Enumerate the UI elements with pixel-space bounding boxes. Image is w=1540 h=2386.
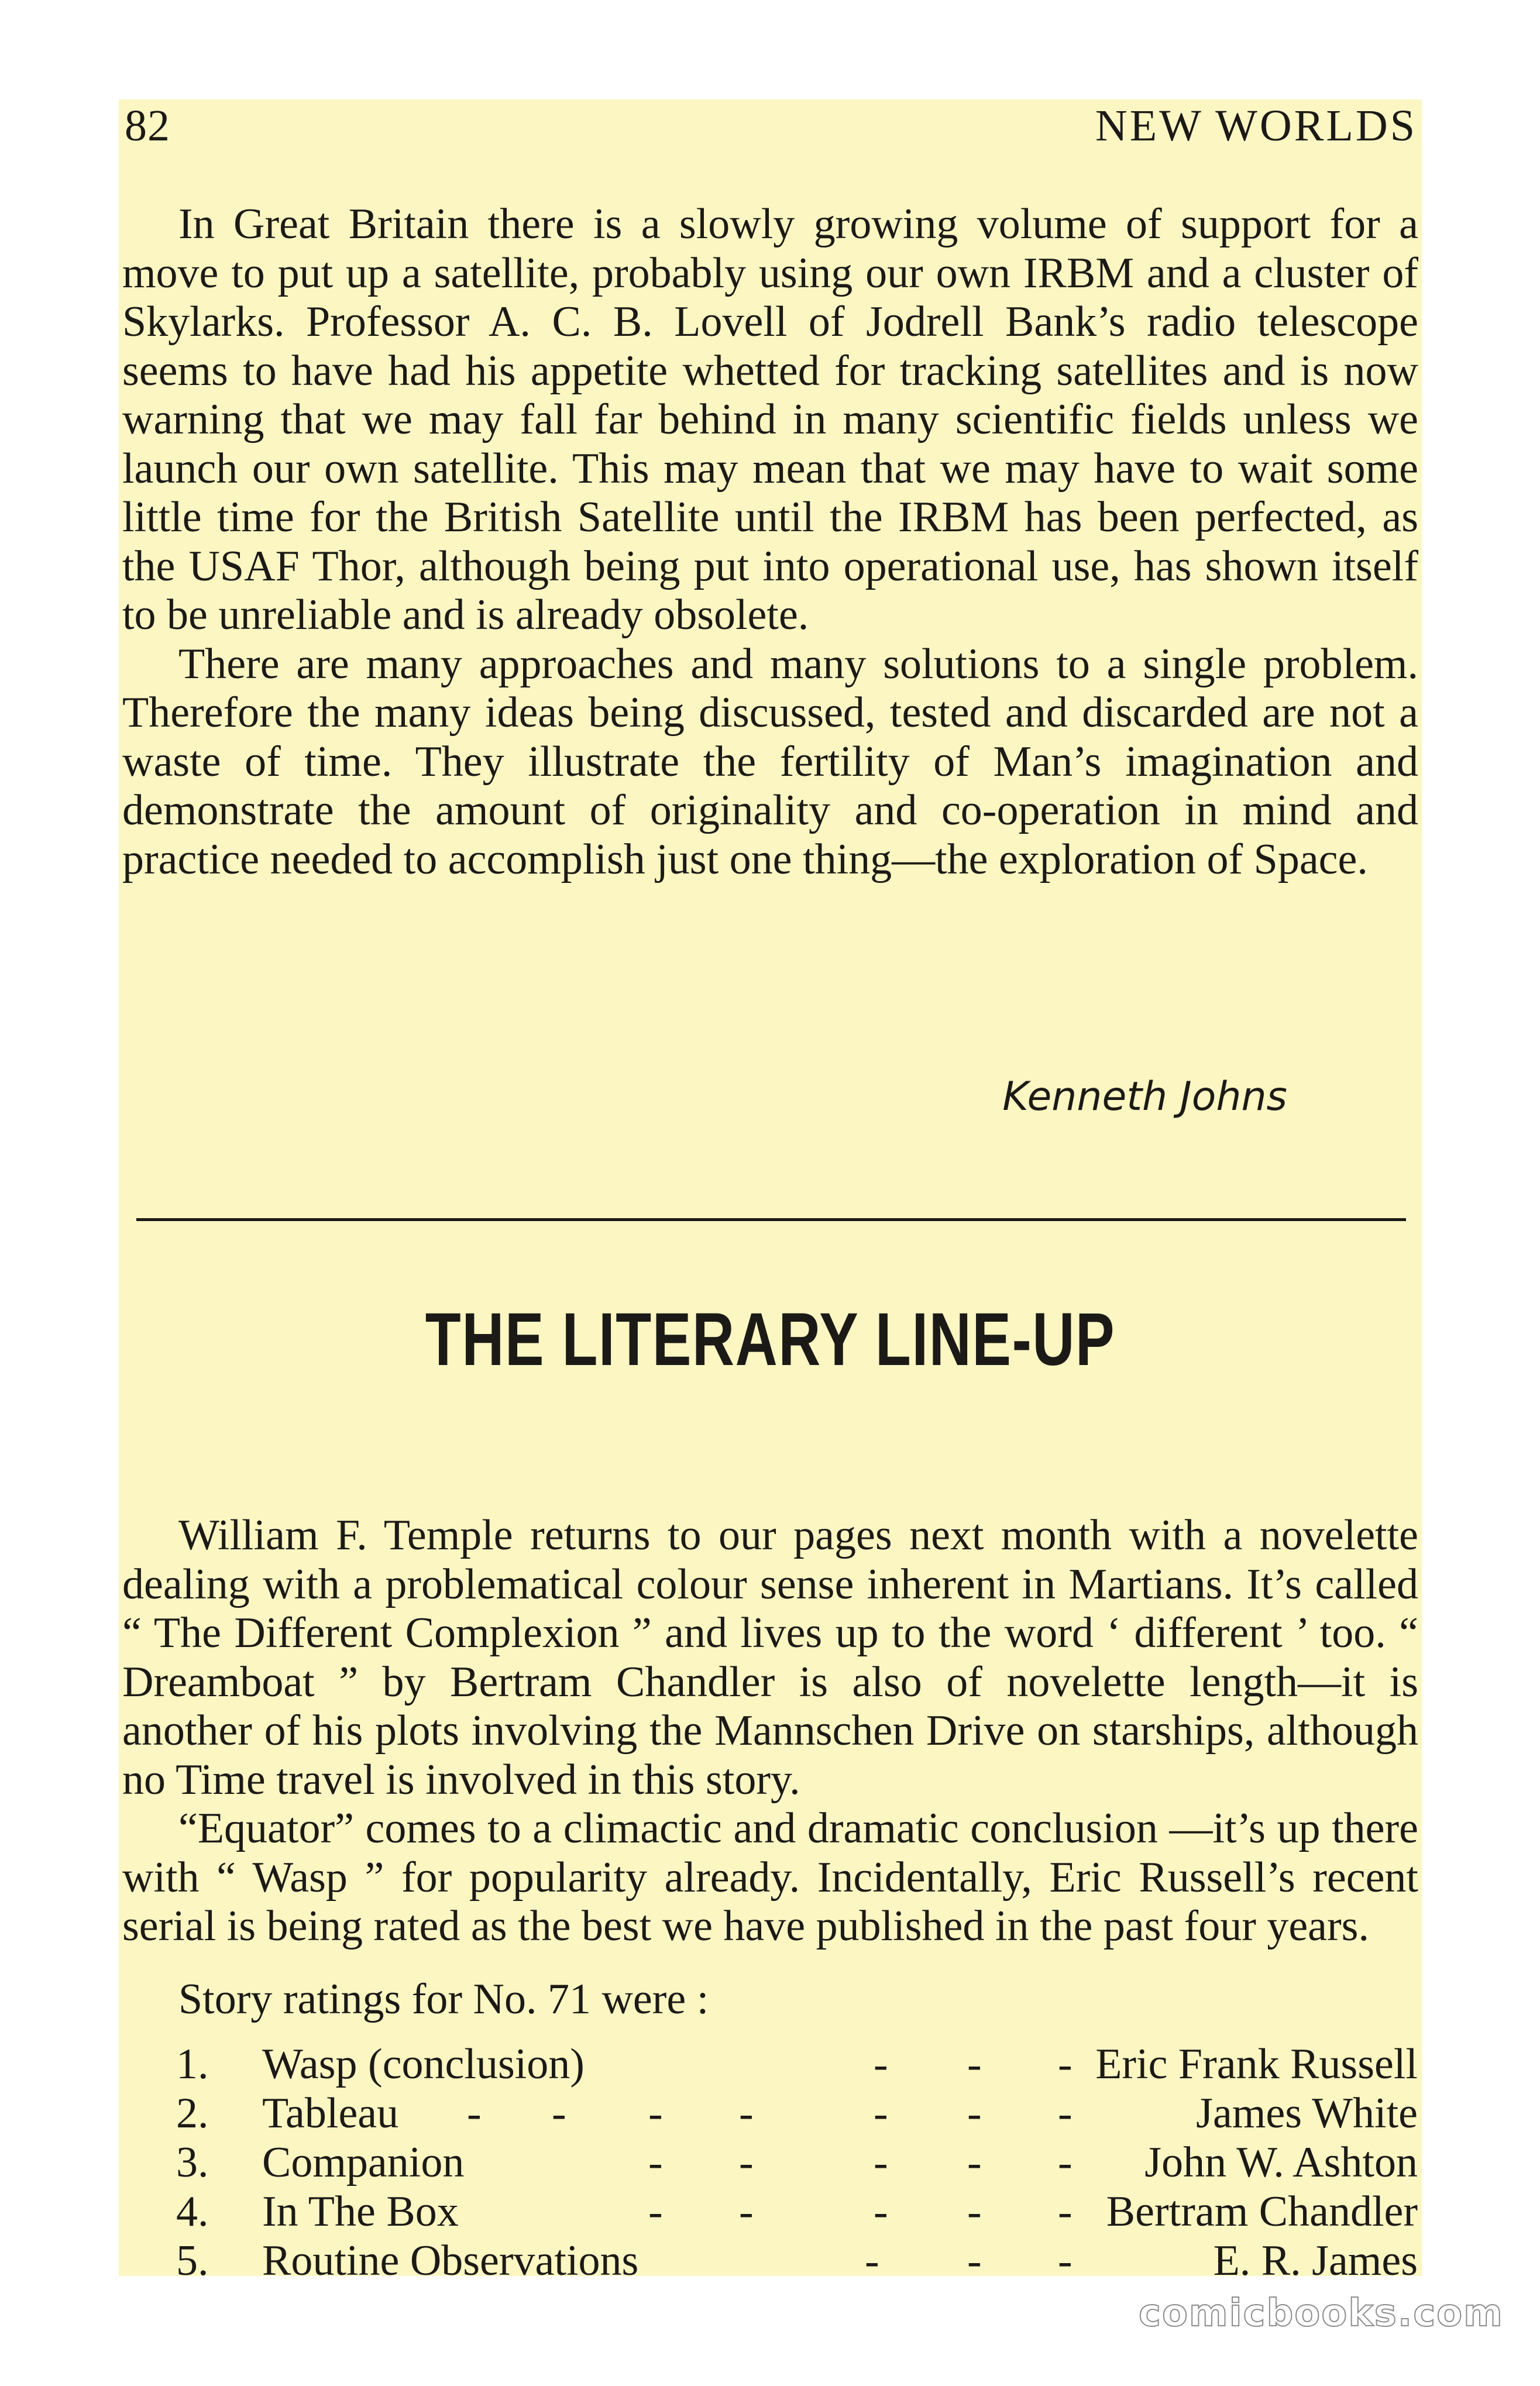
rating-row bbox=[119, 2089, 1418, 2138]
author-signature: Kenneth Johns bbox=[1002, 1074, 1287, 1120]
dash-leader: - - - - - bbox=[648, 2139, 1072, 2186]
running-head-title: NEW WORLDS bbox=[1095, 101, 1417, 150]
story-author: James White bbox=[1196, 2089, 1418, 2137]
dash-leader: - - - bbox=[865, 2237, 1072, 2285]
story-ratings-list bbox=[119, 2040, 1418, 2285]
rating-rank: 3. bbox=[176, 2139, 209, 2186]
paragraph: There are many approaches and many solutions to a single problem. Therefore the many ideas being discussed, tested and discarded are not a waste of time. They illustrate the fertility of Man’s imagination and demonstrate the amount of originality and co-operation in mind and practice needed to accomplish just one thing—the exploration of Space. bbox=[122, 640, 1418, 883]
paragraph: William F. Temple returns to our pages next month with a novelette dealing with a problematical colour sense inherent in Martians. It’s called “ The Different Complexion ” and lives up to the word ‘ different ’ too. “ Dreamboat ” by Bertram Chandler is also of novelette length—it is another of his plots involving the Mannschen Drive on starships, although no Time travel is involved in this story. bbox=[122, 1511, 1418, 1804]
article-body-literary-line-up bbox=[122, 1511, 1418, 1951]
rating-row bbox=[119, 2138, 1418, 2187]
watermark: comicbooks.com bbox=[1139, 2292, 1504, 2335]
story-author: Bertram Chandler bbox=[1106, 2188, 1418, 2236]
section-heading: THE LITERARY LINE-UP bbox=[425, 1298, 1116, 1381]
story-title: Routine Observations bbox=[262, 2237, 639, 2285]
rating-row bbox=[119, 2040, 1418, 2089]
story-title: Companion bbox=[262, 2139, 465, 2186]
story-author: Eric Frank Russell bbox=[1095, 2040, 1418, 2088]
story-author: John W. Ashton bbox=[1144, 2139, 1418, 2186]
dash-leader: - - - bbox=[874, 2040, 1072, 2088]
section-divider bbox=[136, 1218, 1406, 1221]
story-title: Wasp (conclusion) bbox=[262, 2040, 585, 2088]
article-body-satellites bbox=[122, 200, 1418, 884]
story-title: In The Box bbox=[262, 2188, 459, 2236]
rating-rank: 5. bbox=[176, 2237, 209, 2285]
rating-row bbox=[119, 2187, 1418, 2236]
story-author: E. R. James bbox=[1213, 2237, 1418, 2285]
paragraph: “Equator” comes to a climactic and dramatic conclusion —it’s up there with “ Wasp ” for popularity already. Incidentally, Eric Russell’s recent serial is being rated as the best we have published in the past four years. bbox=[122, 1804, 1418, 1950]
dash-leader: - - - - - bbox=[648, 2188, 1072, 2236]
rating-rank: 4. bbox=[176, 2188, 209, 2236]
rating-rank: 1. bbox=[176, 2040, 209, 2088]
rating-rank: 2. bbox=[176, 2089, 209, 2137]
dash-leader: - - - - - - - bbox=[467, 2089, 1072, 2137]
story-ratings-intro: Story ratings for No. 71 were : bbox=[178, 1975, 709, 2023]
rating-row bbox=[119, 2236, 1418, 2285]
story-title: Tableau bbox=[262, 2089, 399, 2137]
page-number: 82 bbox=[125, 101, 170, 150]
paragraph: In Great Britain there is a slowly growing volume of support for a move to put up a satellite, probably using our own IRBM and a cluster of Skylarks. Professor A. C. B. Lovell of Jodrell Bank’s radio telescope seems to have had his appetite whetted for tracking satellites and is now warning that we may fall far behind in many scientific fields unless we launch our own satellite. This may mean that we may have to wait some little time for the British Satellite until the IRBM has been perfected, as the USAF Thor, although being put into operational use, has shown itself to be unreliable and is already obsolete. bbox=[122, 200, 1418, 639]
magazine-page bbox=[119, 99, 1422, 2285]
